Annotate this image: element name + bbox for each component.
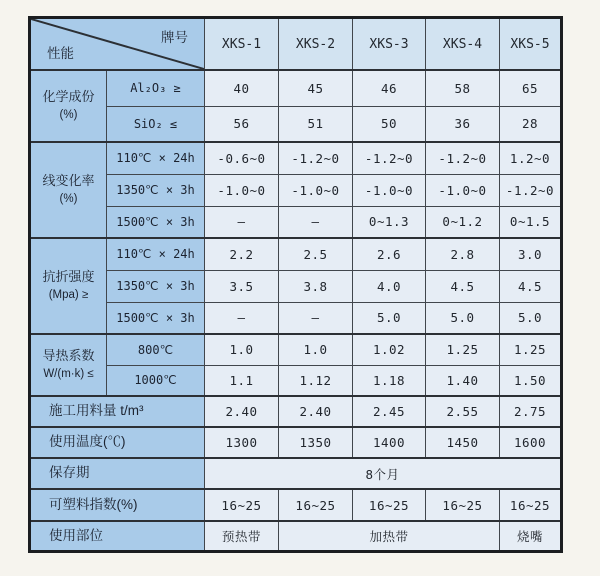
column-header-xks2: XKS-2 [279, 18, 353, 71]
table-cell: 4.5 [500, 270, 562, 302]
table-cell: 5.0 [500, 302, 562, 334]
section-label-text: 抗折强度 [42, 269, 95, 285]
section-label-text: 导热系数 [42, 348, 95, 364]
table-cell: 1.25 [426, 334, 500, 365]
table-cell: -1.0~0 [353, 174, 426, 206]
section-unit-text: W/(m·k) ≤ [43, 368, 94, 381]
table-cell: 1.40 [426, 365, 500, 396]
table-cell: – [279, 302, 353, 334]
table-cell: 1450 [426, 427, 500, 458]
table-cell: 1.0 [205, 334, 279, 365]
table-cell: 16~25 [426, 489, 500, 521]
section-unit-text: (%) [59, 193, 78, 206]
table-cell: 0~1.5 [500, 206, 562, 238]
table-cell: 50 [353, 106, 426, 142]
table-cell: -1.0~0 [426, 174, 500, 206]
table-cell: -1.2~0 [279, 142, 353, 174]
table-cell: 36 [426, 106, 500, 142]
table-cell: 16~25 [279, 489, 353, 521]
corner-diagonal-cell [30, 18, 205, 71]
zone-heating: 加热带 [279, 521, 500, 551]
table-cell: 1.18 [353, 365, 426, 396]
table-cell: 1.12 [279, 365, 353, 396]
row-label-plasticity-index: 可塑料指数(%) [30, 489, 205, 521]
table-cell: 65 [500, 70, 562, 106]
table-cell: – [279, 206, 353, 238]
table-cell: 56 [205, 106, 279, 142]
table-cell: 16~25 [353, 489, 426, 521]
spec-sheet [28, 16, 563, 553]
section-label-flex [30, 238, 107, 334]
section-label-chem [30, 70, 107, 142]
row-label-al2o3: Al₂O₃ ≥ [107, 70, 205, 106]
corner-perf-label: 性能 [47, 46, 74, 61]
table-cell: 3.0 [500, 238, 562, 270]
column-header-xks3: XKS-3 [353, 18, 426, 71]
table-cell: -1.2~0 [426, 142, 500, 174]
table-cell: 3.5 [205, 270, 279, 302]
table-cell: 0~1.2 [426, 206, 500, 238]
table-cell: -1.2~0 [500, 174, 562, 206]
table-cell: 58 [426, 70, 500, 106]
table-cell: 2.45 [353, 396, 426, 427]
row-label-material-usage: 施工用料量 t/m³ [30, 396, 205, 427]
section-unit-text: (Mpa) ≥ [48, 289, 89, 302]
corner-brand-label: 牌号 [161, 30, 188, 45]
row-label-1000c: 1000℃ [107, 365, 205, 396]
table-cell: 1.02 [353, 334, 426, 365]
row-label-application-zone: 使用部位 [30, 521, 205, 551]
table-cell: 0~1.3 [353, 206, 426, 238]
table-cell: 2.40 [279, 396, 353, 427]
table-cell: 2.55 [426, 396, 500, 427]
table-cell: 1.25 [500, 334, 562, 365]
table-cell: 1.2~0 [500, 142, 562, 174]
table-cell: 5.0 [426, 302, 500, 334]
section-label-linear [30, 142, 107, 238]
table-cell: -1.2~0 [353, 142, 426, 174]
table-cell: 4.0 [353, 270, 426, 302]
table-cell: 4.5 [426, 270, 500, 302]
table-cell: 2.75 [500, 396, 562, 427]
table-cell: -1.0~0 [205, 174, 279, 206]
table-cell: 2.8 [426, 238, 500, 270]
row-label-shelf-life: 保存期 [30, 458, 205, 489]
row-label-1350c3h: 1350℃ × 3h [107, 270, 205, 302]
section-label-text: 线变化率 [42, 173, 95, 189]
row-label-sio2: SiO₂ ≤ [107, 106, 205, 142]
row-label-1500c3h: 1500℃ × 3h [107, 206, 205, 238]
table-cell: 2.6 [353, 238, 426, 270]
table-cell: – [205, 302, 279, 334]
table-cell: 51 [279, 106, 353, 142]
table-cell: -0.6~0 [205, 142, 279, 174]
row-label-800c: 800℃ [107, 334, 205, 365]
table-cell: -1.0~0 [279, 174, 353, 206]
table-cell: 16~25 [500, 489, 562, 521]
table-cell: 1400 [353, 427, 426, 458]
table-cell: 2.40 [205, 396, 279, 427]
column-header-xks4: XKS-4 [426, 18, 500, 71]
row-label-1350c3h: 1350℃ × 3h [107, 174, 205, 206]
table-cell: – [205, 206, 279, 238]
section-label-thermal [30, 334, 107, 396]
section-label-text: 化学成份 [42, 89, 95, 105]
row-label-110c24h: 110℃ × 24h [107, 238, 205, 270]
table-cell: 1300 [205, 427, 279, 458]
table-cell: 1.0 [279, 334, 353, 365]
shelf-life-value: 8个月 [205, 458, 562, 489]
row-label-service-temp: 使用温度(℃) [30, 427, 205, 458]
column-header-xks1: XKS-1 [205, 18, 279, 71]
section-unit-text: (%) [59, 109, 78, 122]
table-cell: 1350 [279, 427, 353, 458]
table-cell: 40 [205, 70, 279, 106]
row-label-1500c3h: 1500℃ × 3h [107, 302, 205, 334]
table-cell: 3.8 [279, 270, 353, 302]
spec-table [28, 16, 563, 553]
column-header-xks5: XKS-5 [500, 18, 562, 71]
table-cell: 5.0 [353, 302, 426, 334]
table-cell: 46 [353, 70, 426, 106]
table-cell: 16~25 [205, 489, 279, 521]
table-cell: 1600 [500, 427, 562, 458]
table-cell: 28 [500, 106, 562, 142]
table-cell: 45 [279, 70, 353, 106]
table-cell: 1.1 [205, 365, 279, 396]
table-cell: 1.50 [500, 365, 562, 396]
table-cell: 2.5 [279, 238, 353, 270]
table-cell: 2.2 [205, 238, 279, 270]
row-label-110c24h: 110℃ × 24h [107, 142, 205, 174]
zone-burner: 烧嘴 [500, 521, 562, 551]
zone-preheat: 预热带 [205, 521, 279, 551]
